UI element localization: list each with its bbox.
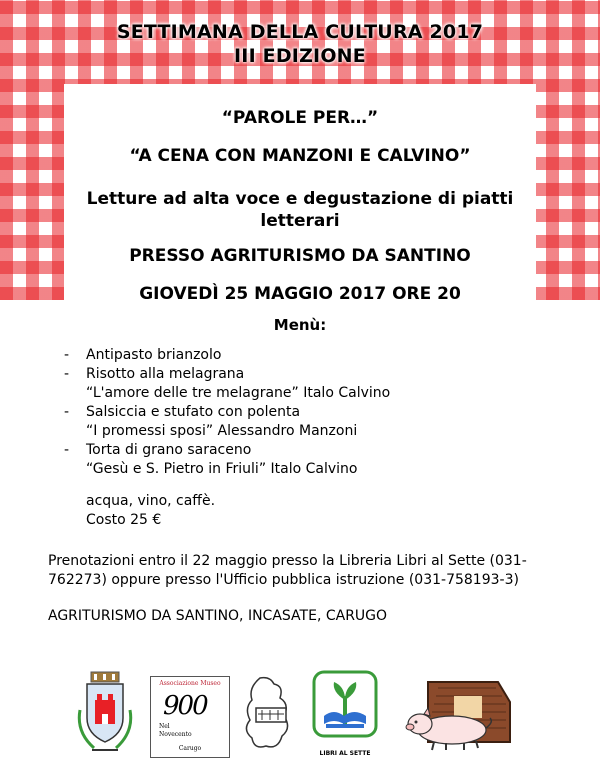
list-item <box>64 403 390 441</box>
list-dash: - <box>64 404 70 420</box>
list-item <box>64 441 390 479</box>
event-date: GIOVEDÌ 25 MAGGIO 2017 ORE 20 <box>139 284 461 304</box>
museo-novecento-logo <box>150 676 230 758</box>
museo-side-text-1: Nel <box>159 723 170 730</box>
list-item <box>64 346 390 365</box>
libri-al-sette-icon <box>312 670 378 740</box>
dish-name: Risotto alla melagrana <box>86 366 245 382</box>
booking-info: Prenotazioni entro il 22 maggio presso la Libreria Libri al Sette (031-762273) oppure presso l'Ufficio pubblica istruzione (031-758193-3) <box>48 553 527 588</box>
dish-reference: “Gesù e S. Pietro in Friuli” Italo Calvino <box>86 461 358 477</box>
pig-farmhouse-logo <box>398 672 518 752</box>
drinks-text: acqua, vino, caffè. <box>86 493 216 509</box>
dish-reference: “I promessi sposi” Alessandro Manzoni <box>86 423 358 439</box>
subtitle-parole: “PAROLE PER…” <box>221 108 379 128</box>
event-venue: PRESSO AGRITURISMO DA SANTINO <box>129 246 471 266</box>
subtitle-cena: “A CENA CON MANZONI E CALVINO” <box>129 146 471 166</box>
dish-reference: “L'amore delle tre melagrane” Italo Calvino <box>86 385 391 401</box>
coat-of-arms-logo <box>74 670 136 760</box>
libri-al-sette-caption: LIBRI AL SETTE <box>319 750 371 757</box>
map-outline-logo <box>240 674 298 754</box>
museo-side-text-2: Novecento <box>159 731 192 738</box>
menu-title: Menù: <box>273 316 327 334</box>
museo-top-text: Associazione Museo <box>159 680 221 687</box>
museo-number: 900 <box>163 691 207 721</box>
sponsor-logos <box>0 660 600 780</box>
museo-bottom-text: Carugo <box>178 745 202 752</box>
header-title: SETTIMANA DELLA CULTURA 2017 <box>116 21 484 43</box>
dish-name: Antipasto brianzolo <box>86 347 222 363</box>
menu-list <box>64 346 390 479</box>
list-dash: - <box>64 442 70 458</box>
dish-name: Torta di grano saraceno <box>86 442 252 458</box>
list-dash: - <box>64 347 70 363</box>
header-edition: III EDIZIONE <box>234 45 366 67</box>
menu-extras <box>86 492 215 530</box>
price-text: Costo 25 € <box>86 512 162 528</box>
list-dash: - <box>64 366 70 382</box>
venue-address: AGRITURISMO DA SANTINO, INCASATE, CARUGO <box>48 608 388 624</box>
libri-al-sette-logo <box>312 670 378 758</box>
list-item <box>64 365 390 403</box>
header-band <box>80 20 520 78</box>
event-description: Letture ad alta voce e degustazione di piatti letterari <box>86 189 514 231</box>
dish-name: Salsiccia e stufato con polenta <box>86 404 301 420</box>
